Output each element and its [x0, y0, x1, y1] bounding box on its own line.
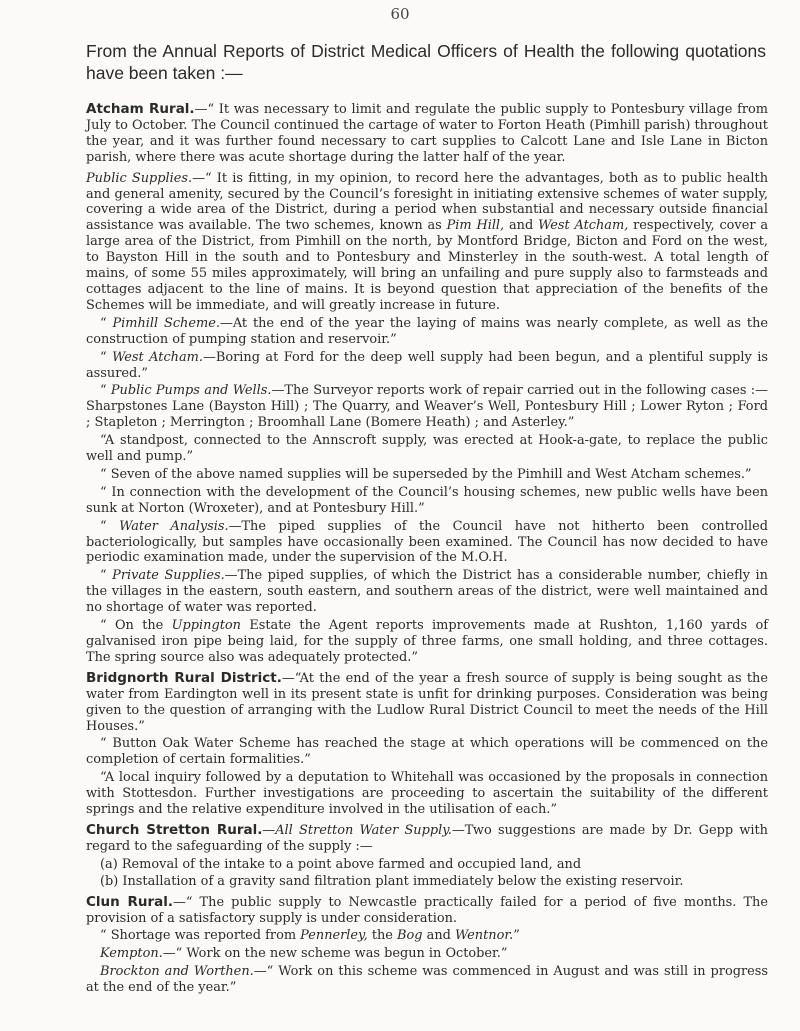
private-supplies-text: —The piped supplies, of which the District has a considerable number, chiefly in the villages in the eastern, south eastern, and southern areas of the district, were well maintained and no shortage of water was reported. — [86, 568, 768, 616]
page-number: 60 — [390, 5, 410, 23]
pim-hill-label: Pim Hill, — [446, 218, 505, 234]
atcham-connection: “ In connection with the development of the Council’s housing schemes, new public wells have been sunk at Norton (Wroxeter), and at Pontesbury Hill.” — [86, 484, 768, 516]
bridgnorth-para-3: “A local inquiry followed by a deputation to Whitehall was occasioned by the proposals in connection with Stottesdon. Further investigations are proceeding to ascertain the suitability of the different springs and the relative expenditure involved in the utilisation of each.” — [86, 770, 768, 818]
water-analysis-text: —The piped supplies of the Council have not hitherto been controlled bacteriologically, but samples have occasionally been examined. The Council has now decided to have periodic examination made, under the supervision of the M.O.H. — [86, 518, 768, 566]
bog-label: Bog — [397, 928, 423, 944]
public-supplies-text-2: respectively, cover a large area of the District, from Pimhill on the north, by Montford Bridge, Bicton and Ford on the west, to Bayston Hill in the south and to Pontesbury and Minsterley in the south-west. A total length of mains, of some 55 miles approximately, will bring an unfailing and pure supply also to farmsteads and cottages adjacent to the line of mains. It is beyond question that appreciation of the benefits of the Schemes will be immediate, and will greatly increase in future. — [86, 218, 769, 313]
pimhill-scheme-text: —At the end of the year the laying of mains was nearly complete, as well as the construction of pumping station and reservoir.” — [86, 315, 768, 347]
atcham-standpost: “A standpost, connected to the Annscroft supply, was erected at Hook-a-gate, to replace the public well and pump.” — [86, 433, 768, 465]
church-stretton-heading: Church Stretton Rural. — [86, 821, 263, 838]
report-body — [86, 97, 768, 998]
private-supplies-label: Private Supplies. — [112, 568, 225, 584]
intro-paragraph — [86, 40, 766, 84]
public-pumps-label: Public Pumps and Wells. — [110, 383, 272, 399]
bridgnorth-text-1: —“At the end of the year a fresh source of supply is being sought as the water from Eardington well in its present state is unfit for drinking purposes. Consideration was being given to the question of arranging with the Ludlow Rural District Council to meet the needs of the Hill Houses.” — [86, 670, 768, 734]
wentnor-label: Wentnor. — [454, 928, 514, 944]
pimhill-scheme-label: Pimhill Scheme. — [112, 315, 220, 331]
kempton-text: —“ Work on the new scheme was begun in October.” — [162, 946, 508, 962]
atcham-uppington — [86, 618, 768, 666]
public-supplies-label: Public Supplies. — [86, 170, 193, 186]
list-marker-a: (a) — [100, 856, 118, 872]
atcham-private-supplies: “ Private Supplies.—The piped supplies, of which the District has a considerable number, chiefly in the villages in the eastern, south eastern, and southern areas of the district, were well maintained and no shortage of water was reported. — [86, 568, 768, 616]
atcham-water-analysis: “ Water Analysis.—The piped supplies of the Council have not hitherto been controlled bacteriologically, but samples have occasionally been examined. The Council has now decided to have periodic examination made, under the supervision of the M.O.H. — [86, 518, 768, 566]
bridgnorth-heading: Bridgnorth Rural District. — [86, 669, 282, 686]
intro-text: From the Annual Reports of District Medical Officers of Health the following quotations have been taken :— — [86, 41, 766, 83]
brockton-label: Brockton and Worthen. — [100, 964, 254, 980]
church-stretton-dash: — — [262, 822, 276, 838]
list-item-a — [86, 857, 768, 873]
atcham-west-atcham: “ West Atcham.—Boring at Ford for the deep well supply had been begun, and a plentiful supply is assured.” — [86, 349, 768, 381]
west-atcham-heading: West Atcham. — [112, 349, 203, 365]
atcham-para-1 — [86, 102, 768, 166]
and-text: and — [504, 218, 539, 234]
atcham-text-1: —“ It was necessary to limit and regulate the public supply to Pontesbury village from July to October. The Council continued the cartage of water to Forton Heath (Pimhill parish) throughout the year, and it was further found necessary to cart supplies to Calcott Lane and Isle Lane in Bicton parish, where there was acute shortage during the latter half of the year. — [86, 102, 769, 165]
all-stretton-label: All Stretton Water Supply. — [275, 822, 452, 838]
public-supplies-text: —“ It is fitting, in my opinion, to record here the advantages, both as to public health and general amenity, secured by the Council’s foresight in initiating extensive schemes of water supply, covering a wide area of the District, during a period when substantial and necessary outside financial assistance was available. The two schemes, known as — [86, 170, 769, 234]
clun-text-1: —“ The public supply to Newcastle practically failed for a period of five months. The provision of a satisfactory supply is under consideration. — [86, 894, 768, 926]
list-item-b — [86, 874, 768, 890]
kempton-label: Kempton. — [100, 946, 163, 962]
atcham-public-pumps: “ Public Pumps and Wells.—The Surveyor reports work of repair carried out in the following cases :— Sharpstones Lane (Bayston Hill) ; The Quarry, and Weaver’s Well, Pontesbury Hill ; Lower Ryton ; Ford ; Stapleton ; Merrington ; Broomhall Lane (Bomere Heath) ; and Asterley.” — [86, 383, 768, 431]
shortage-pre: “ Shortage was reported from — [100, 928, 301, 944]
atcham-seven: “ Seven of the above named supplies will be superseded by the Pimhill and West Atcham schemes.” — [100, 466, 752, 482]
bridgnorth-para-2: “ Button Oak Water Scheme has reached the stage at which operations will be commenced on the completion of certain formalities.” — [86, 736, 768, 768]
atcham-heading: Atcham Rural. — [86, 101, 195, 117]
and-text-2: and — [422, 928, 455, 944]
pennerley-label: Pennerley, — [300, 928, 368, 944]
clun-kempton — [86, 946, 768, 962]
uppington-label: Uppington — [171, 618, 241, 634]
close-quote: ” — [513, 928, 520, 944]
clun-brockton — [86, 964, 768, 996]
uppington-pre: “ On the — [100, 618, 172, 634]
the-text: the — [367, 928, 398, 944]
water-analysis-label: Water Analysis. — [119, 518, 229, 534]
public-pumps-text: —The Surveyor reports work of repair carried out in the following cases :— Sharpstones Lane (Bayston Hill) ; The Quarry, and Weaver’s Well, Pontesbury Hill ; Lower Ryton ; Ford ; Stapleton ; Merrington ; Broomhall Lane (Bomere Heath) ; and Asterley.” — [86, 383, 768, 431]
bridgnorth-para-1 — [86, 671, 768, 735]
list-text-b: Installation of a gravity sand filtration plant immediately below the existing reservoir. — [118, 873, 684, 889]
atcham-pimhill-scheme: “ Pimhill Scheme.—At the end of the year the laying of mains was nearly complete, as well as the construction of pumping station and reservoir.” — [86, 315, 768, 347]
uppington-text: Estate the Agent reports improvements made at Rushton, 1,160 yards of galvanised iron pipe being laid, for the supply of three farms, one small holding, and three cottages. The spring source also was adequately protected.” — [86, 618, 768, 665]
clun-heading: Clun Rural. — [86, 893, 173, 910]
west-atcham-text: —Boring at Ford for the deep well supply had been begun, and a plentiful supply is assured.” — [86, 349, 768, 381]
church-stretton-para — [86, 823, 768, 855]
church-stretton-text: —Two suggestions are made by Dr. Gepp with regard to the safeguarding of the supply :— — [86, 822, 768, 854]
west-atcham-label: West Atcham, — [538, 218, 629, 234]
clun-para-1 — [86, 895, 768, 927]
brockton-text: —“ Work on this scheme was commenced in August and was still in progress at the end of the year.” — [86, 964, 768, 996]
list-text-a: Removal of the intake to a point above farmed and occupied land, and — [117, 856, 582, 872]
list-marker-b: (b) — [100, 873, 119, 889]
clun-shortage — [86, 928, 768, 944]
atcham-public-supplies — [86, 171, 768, 314]
